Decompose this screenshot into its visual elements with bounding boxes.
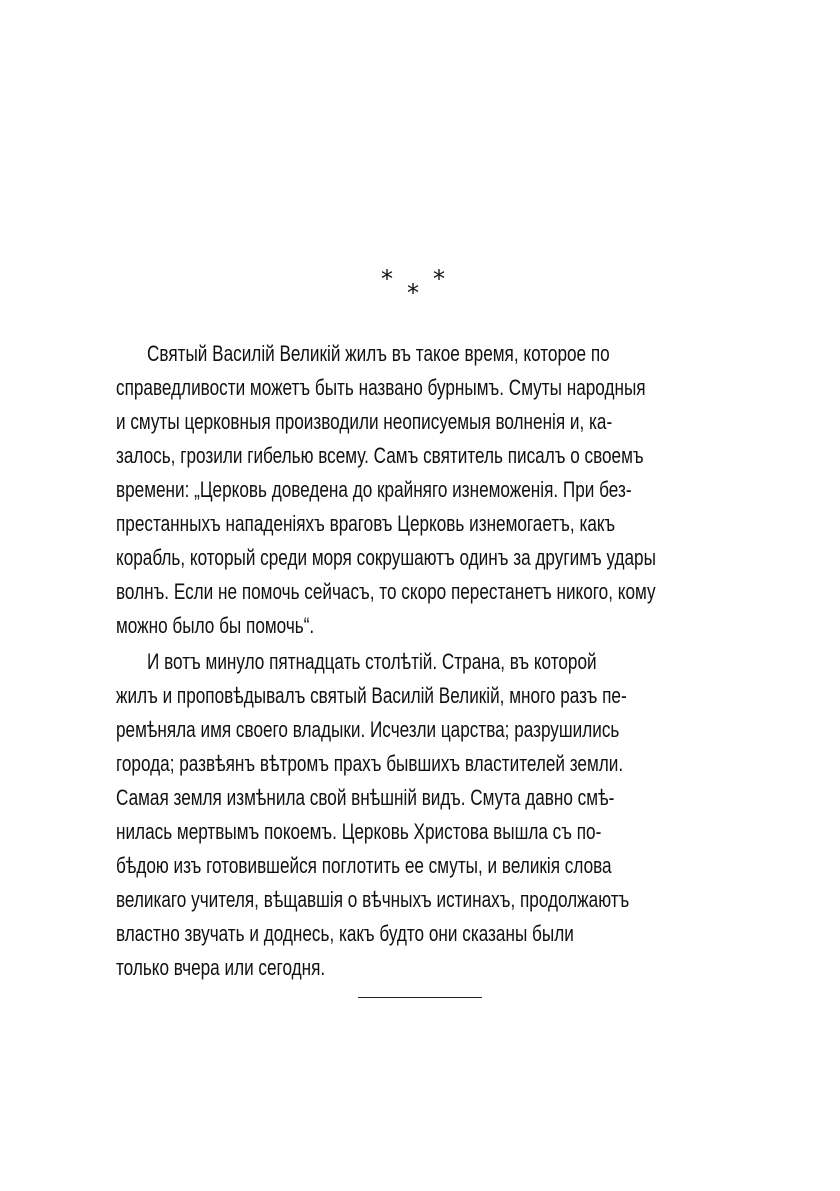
text-line: ремѣняла имя своего владыки. Исчезли царства; разрушились (116, 717, 620, 742)
asterism-star-right: * (433, 265, 459, 293)
closing-rule (358, 997, 482, 998)
text-line: Самая земля измѣнила свой внѣшній видъ. Смута давно смѣ- (116, 785, 615, 810)
text-line: времени: „Церковь доведена до крайняго изнеможенія. При без- (116, 477, 632, 502)
text-line: Святый Василій Великій жилъ въ такое время, которое по (147, 341, 610, 366)
page-body (116, 0, 827, 1191)
text-line: можно было бы помочь“. (116, 613, 315, 638)
text-line: корабль, который среди моря сокрушаютъ одинъ за другимъ удары (116, 545, 656, 570)
text-line: властно звучать и доднесь, какъ будто они сказаны были (116, 921, 574, 946)
text-line: жилъ и проповѣдывалъ святый Василій Великій, много разъ пе- (116, 683, 627, 708)
asterism-star-middle: * (407, 279, 433, 307)
asterism-star-left: * (381, 265, 407, 293)
text-line: престанныхъ нападеніяхъ враговъ Церковь изнемогаетъ, какъ (116, 511, 616, 536)
text-line: И вотъ минуло пятнадцать столѣтій. Страна, въ которой (147, 649, 597, 674)
text-line: великаго учителя, вѣщавшія о вѣчныхъ истинахъ, продолжаютъ (116, 887, 630, 912)
text-line: залось, грозили гибелью всему. Самъ святитель писалъ о своемъ (116, 443, 644, 468)
text-line: справедливости можетъ быть названо бурнымъ. Смуты народныя (116, 375, 646, 400)
text-line: бѣдою изъ готовившейся поглотить ее смуты, и великія слова (116, 853, 612, 878)
text-line: и смуты церковныя производили неописуемыя волненія и, ка- (116, 409, 613, 434)
text-line: только вчера или сегодня. (116, 955, 326, 980)
text-line: нилась мертвымъ покоемъ. Церковь Христова вышла съ по- (116, 819, 602, 844)
text-line: волнъ. Если не помочь сейчасъ, то скоро перестанетъ никого, кому (116, 579, 656, 604)
text-line: города; развѣянъ вѣтромъ прахъ бывшихъ властителей земли. (116, 751, 624, 776)
